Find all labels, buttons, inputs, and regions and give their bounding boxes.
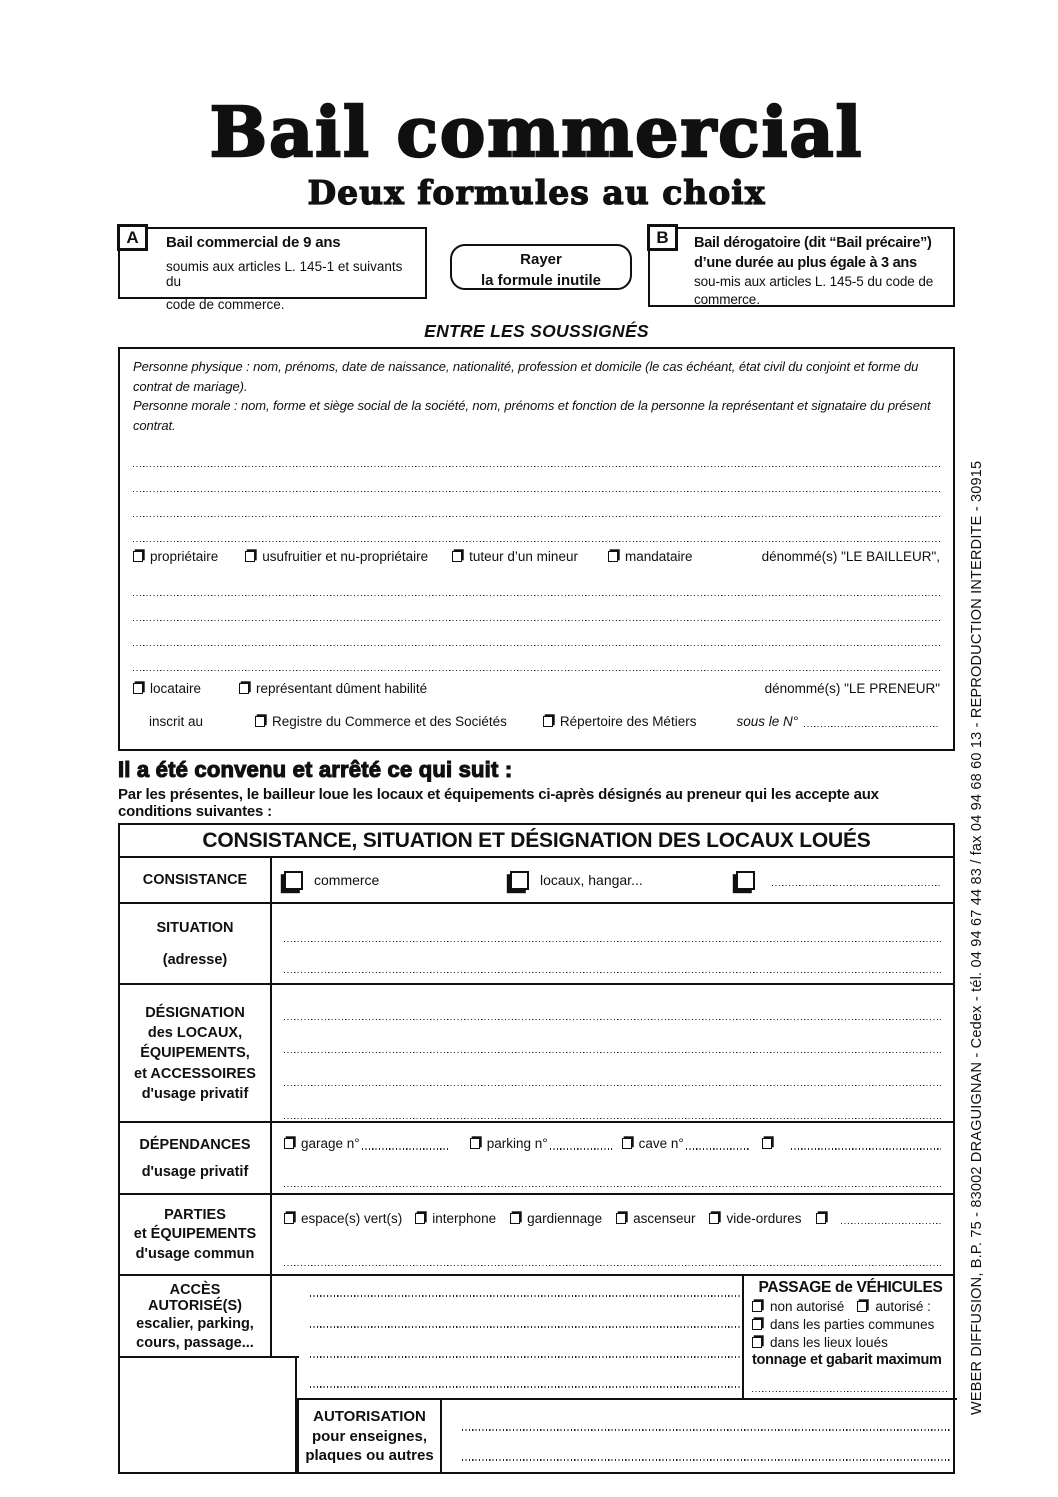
checkbox-mandataire[interactable] [608,551,618,562]
registration-number-input[interactable] [804,726,940,727]
formula-options-row [118,227,955,313]
address-input-line[interactable] [284,942,941,973]
agreement-heading: Il a été convenu et arrêté ce qui suit : [118,757,513,783]
option-parties-communes: dans les parties communes [752,1315,949,1333]
checkbox-lieux-loues[interactable] [752,1337,762,1348]
checkbox-tuteur[interactable] [452,551,462,562]
option-box-a [118,227,427,313]
acces-input-line[interactable] [310,1326,740,1327]
option-dependance-autre [762,1138,941,1149]
row-acces-autorise: ACCÈS AUTORISÉ(S) escalier, parking, cours, passage... PASSAGE de VÉHICULES non autorisé autorisé : dans les parties communes dans les lieux loués tonnage et gabarit maximum AUTORISATION pour enseignes, plaques ou autres [120,1274,953,1472]
checkbox-usufruitier[interactable] [245,551,255,562]
row-designation: DÉSIGNATION des LOCAUX, ÉQUIPEMENTS, et ACCESSOIRES d'usage privatif [120,983,953,1121]
dotted-input-line[interactable] [133,492,940,517]
checkbox-commerce[interactable] [284,871,303,890]
option-locaux-hangar: locaux, hangar... [510,871,736,890]
physical-person-note: Personne physique : nom, prénoms, date de naissance, nationalité, profession et domicile (le cas échéant, état civil du conjoint et forme du contrat de mariage). [133,359,919,394]
parties-input-line[interactable] [284,1237,941,1266]
publisher-imprint-vertical-text: WEBER DIFFUSION, B.P. 75 - 83002 DRAGUIGNAN - Cedex - tél. 04 94 67 44 83 / fax 04 94 68 60 13 - REPRODUCTION INTERDITE - 30915 [969,460,985,1416]
option-usufruitier: usufruitier et nu-propriétaire [245,549,428,564]
option-parking: parking n° [470,1136,612,1151]
preneur-designation: dénommé(s) "LE PRENEUR" [764,680,940,696]
option-box-b [648,227,955,307]
agreement-intro: Par les présentes, le bailleur loue les locaux et équipements ci-après désignés au preneur qui les accepte aux conditions suivantes : [118,786,879,821]
page-title: Bail commercial [209,93,864,173]
strike-line1: Rayer [520,251,562,269]
autorisation-label: AUTORISATION [313,1408,426,1426]
partie-autre-input[interactable] [841,1223,941,1224]
checkbox-representant[interactable] [239,683,249,694]
checkbox-interphone[interactable] [415,1213,425,1224]
checkbox-ascenseur[interactable] [616,1213,626,1224]
option-non-autorise: non autorisé [752,1299,844,1314]
option-b-letter-badge: B [647,224,678,251]
inscrit-au-label: inscrit au [149,713,204,729]
acces-input-line[interactable] [310,1295,740,1296]
option-cave: cave n° [622,1136,750,1151]
option-espaces-verts: espace(s) vert(s) [284,1211,402,1226]
dependances-sublabel: d'usage privatif [141,1163,249,1180]
situation-label: SITUATION [156,920,234,937]
row-dependances [120,1121,953,1193]
option-mandataire: mandataire [608,549,693,564]
between-undersigned-heading: ENTRE LES SOUSSIGNÉS [424,321,649,342]
checkbox-repertoire-metiers[interactable] [543,716,553,727]
dotted-input-line[interactable] [133,435,940,467]
checkbox-garage[interactable] [284,1138,294,1149]
option-proprietaire: propriétaire [133,549,218,564]
option-b-rest: sou-mis aux articles L. 145-5 du code de commerce. [694,274,934,308]
dotted-input-line[interactable] [133,621,940,646]
option-b-title: Bail dérogatoire (dit “Bail précaire”) d’une durée au plus égale à 3 ans [694,235,932,271]
acces-label: ACCÈS AUTORISÉ(S) [148,1281,242,1314]
sous-le-numero-label: sous le N° [736,713,799,729]
registration-row [133,705,940,737]
dependances-input-line[interactable] [284,1162,941,1187]
option-autorise: autorisé : [857,1299,931,1314]
checkbox-vide-ordures[interactable] [709,1213,719,1224]
checkbox-consistance-autre[interactable] [736,871,755,890]
dotted-input-line[interactable] [133,571,940,596]
option-consistance-autre [736,871,941,890]
premises-table-header: CONSISTANCE, SITUATION ET DÉSIGNATION DES LOCAUX LOUÉS [120,825,953,858]
checkbox-non-autorise[interactable] [752,1301,762,1312]
parties-label: PARTIES [164,1206,226,1223]
option-a-line2: code de commerce. [166,297,285,313]
situation-sublabel: (adresse) [162,951,228,968]
option-garage: garage n° [284,1136,448,1151]
option-vide-ordures: vide-ordures [709,1211,801,1226]
garage-number-input[interactable] [362,1148,448,1149]
checkbox-locaux-hangar[interactable] [510,871,529,890]
option-ascenseur: ascenseur [616,1211,695,1226]
consistance-label: CONSISTANCE [120,858,272,902]
option-representant: représentant dûment habilité [239,681,427,696]
dotted-input-line[interactable] [133,596,940,621]
premises-table [118,823,955,1474]
row-situation [120,902,953,983]
parking-number-input[interactable] [550,1148,612,1149]
tonnage-note: tonnage et gabarit maximum [752,1352,942,1369]
checkbox-parties-communes[interactable] [752,1319,762,1330]
autorisation-input-line[interactable] [462,1429,950,1430]
checkbox-partie-autre[interactable] [816,1213,826,1224]
bailleur-role-row [133,542,940,571]
checkbox-dependance-autre[interactable] [762,1138,772,1149]
option-repertoire-metiers: Répertoire des Métiers [543,714,697,729]
tonnage-input-line[interactable] [752,1391,949,1392]
designation-label: DÉSIGNATION [145,1004,245,1021]
passage-vehicules-cell [742,1276,957,1398]
strike-line2: la formule inutile [480,272,601,290]
designation-input-line[interactable] [284,1020,941,1053]
option-rcs: Registre du Commerce et des Sociétés [255,714,507,729]
designation-input-line[interactable] [284,1053,941,1086]
form-page [118,0,955,1474]
option-a-title: Bail commercial de 9 ans [166,234,341,252]
option-commerce: commerce [284,871,510,890]
parties-box [118,347,955,751]
address-input-line[interactable] [284,911,941,942]
checkbox-proprietaire[interactable] [133,551,143,562]
cave-number-input[interactable] [686,1148,750,1149]
empty-cell [120,1358,297,1474]
option-a-letter-badge: A [117,224,148,251]
option-lieux-loues: dans les lieux loués [752,1333,949,1351]
strike-out-instruction [450,244,632,290]
option-b-text [694,234,945,309]
designation-input-line[interactable] [284,1086,941,1119]
preneur-role-row [133,671,940,705]
option-interphone: interphone [415,1211,496,1226]
checkbox-rcs[interactable] [255,716,265,727]
row-consistance [120,858,953,902]
acces-input-line[interactable] [310,1356,740,1357]
checkbox-espaces-verts[interactable] [284,1213,294,1224]
autorisation-input-line[interactable] [462,1459,950,1460]
consistance-autre-input[interactable] [772,885,941,886]
row-parties-communes: PARTIES et ÉQUIPEMENTS d'usage commun espace(s) vert(s) interphone gardiennage ascenseur vide-ordures [120,1193,953,1274]
checkbox-locataire[interactable] [133,683,143,694]
option-locataire: locataire [133,681,201,696]
checkbox-gardiennage[interactable] [510,1213,520,1224]
dotted-input-line[interactable] [133,467,940,492]
legal-person-note: Personne morale : nom, forme et siège social de la société, nom, prénoms et fonction de la personne la représentant et signataire du présent contrat. [133,398,931,433]
option-a-line1: soumis aux articles L. 145-1 et suivants du [166,259,403,290]
passage-title: PASSAGE de VÉHICULES [758,1279,943,1297]
checkbox-cave[interactable] [622,1138,632,1149]
page-subtitle: Deux formules au choix [307,173,766,213]
acces-input-line[interactable] [310,1386,740,1387]
dependances-label: DÉPENDANCES [139,1136,251,1153]
option-partie-autre [816,1213,941,1224]
dependance-autre-input[interactable] [791,1148,941,1149]
designation-input-line[interactable] [284,987,941,1020]
dotted-input-line[interactable] [133,517,940,542]
checkbox-autorise[interactable] [857,1301,867,1312]
checkbox-parking[interactable] [470,1138,480,1149]
dotted-input-line[interactable] [133,646,940,671]
bailleur-designation: dénommé(s) "LE BAILLEUR", [761,549,940,565]
option-tuteur: tuteur d’un mineur [452,549,578,564]
option-gardiennage: gardiennage [510,1211,602,1226]
